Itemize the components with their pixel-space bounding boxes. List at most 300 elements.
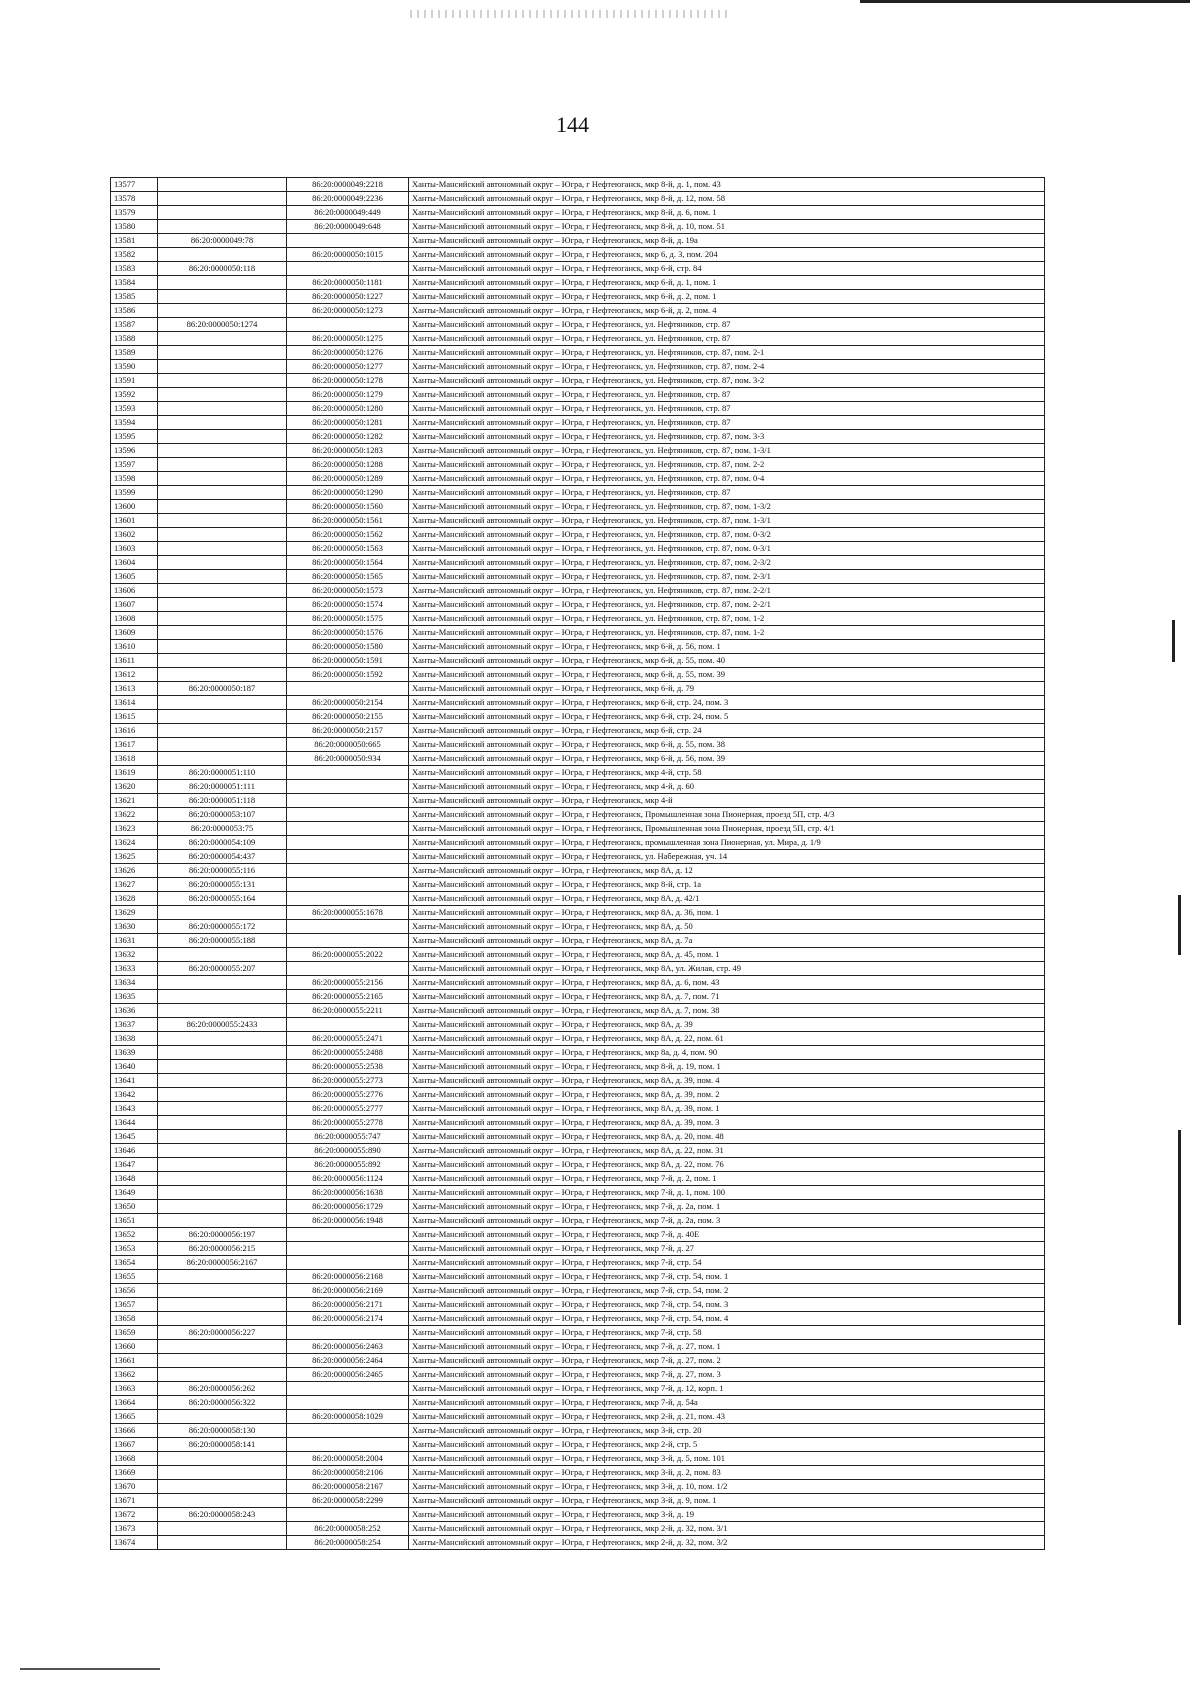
row-number-cell: 13611 — [111, 654, 158, 668]
row-number-cell: 13601 — [111, 514, 158, 528]
land-cadastral-number-cell — [158, 1088, 287, 1102]
table-row — [111, 934, 1045, 948]
address-cell: Ханты-Мансийский автономный округ – Югра, г Нефтеюганск, ул. Нефтяников, стр. 87, пом. 0-4 — [409, 472, 1045, 486]
address-cell: Ханты-Мансийский автономный округ – Югра, г Нефтеюганск, мкр 7-й, стр. 58 — [409, 1326, 1045, 1340]
row-number-cell: 13597 — [111, 458, 158, 472]
table-row — [111, 1172, 1045, 1186]
table-row — [111, 724, 1045, 738]
address-cell: Ханты-Мансийский автономный округ – Югра, г Нефтеюганск, мкр 2-й, д. 32, пом. 3/1 — [409, 1522, 1045, 1536]
table-row — [111, 1242, 1045, 1256]
building-cadastral-number-cell: 86:20:0000056:2169 — [287, 1284, 409, 1298]
row-number-cell: 13624 — [111, 836, 158, 850]
row-number-cell: 13645 — [111, 1130, 158, 1144]
scan-artifact-top-noise — [410, 10, 730, 18]
address-cell: Ханты-Мансийский автономный округ – Югра, г Нефтеюганск, мкр 8А, д. 22, пом. 76 — [409, 1158, 1045, 1172]
land-cadastral-number-cell — [158, 1130, 287, 1144]
address-cell: Ханты-Мансийский автономный округ – Югра, г Нефтеюганск, мкр 2-й, д. 21, пом. 43 — [409, 1410, 1045, 1424]
land-cadastral-number-cell — [158, 1172, 287, 1186]
row-number-cell: 13631 — [111, 934, 158, 948]
building-cadastral-number-cell — [287, 864, 409, 878]
row-number-cell: 13638 — [111, 1032, 158, 1046]
land-cadastral-number-cell — [158, 1186, 287, 1200]
land-cadastral-number-cell: 86:20:0000058:243 — [158, 1508, 287, 1522]
row-number-cell: 13640 — [111, 1060, 158, 1074]
table-row — [111, 990, 1045, 1004]
address-cell: Ханты-Мансийский автономный округ – Югра, г Нефтеюганск, мкр 7-й, стр. 54, пом. 2 — [409, 1284, 1045, 1298]
land-cadastral-number-cell — [158, 192, 287, 206]
land-cadastral-number-cell — [158, 206, 287, 220]
table-row — [111, 1186, 1045, 1200]
address-cell: Ханты-Мансийский автономный округ – Югра, г Нефтеюганск, мкр 7-й, стр. 54, пом. 4 — [409, 1312, 1045, 1326]
row-number-cell: 13610 — [111, 640, 158, 654]
land-cadastral-number-cell — [158, 360, 287, 374]
table-row — [111, 374, 1045, 388]
address-cell: Ханты-Мансийский автономный округ – Югра, г Нефтеюганск, мкр 8-й, д. 6, пом. 1 — [409, 206, 1045, 220]
scan-artifact-bottom-line — [20, 1668, 160, 1670]
land-cadastral-number-cell — [158, 1116, 287, 1130]
row-number-cell: 13652 — [111, 1228, 158, 1242]
row-number-cell: 13669 — [111, 1466, 158, 1480]
address-cell: Ханты-Мансийский автономный округ – Югра, г Нефтеюганск, мкр 8А, д. 7, пом. 38 — [409, 1004, 1045, 1018]
land-cadastral-number-cell — [158, 388, 287, 402]
building-cadastral-number-cell: 86:20:0000050:1281 — [287, 416, 409, 430]
building-cadastral-number-cell — [287, 1396, 409, 1410]
table-row — [111, 1088, 1045, 1102]
table-row — [111, 808, 1045, 822]
land-cadastral-number-cell: 86:20:0000054:437 — [158, 850, 287, 864]
address-cell: Ханты-Мансийский автономный округ – Югра, г Нефтеюганск, ул. Нефтяников, стр. 87, пом. 1-3/2 — [409, 500, 1045, 514]
building-cadastral-number-cell — [287, 780, 409, 794]
land-cadastral-number-cell: 86:20:0000058:130 — [158, 1424, 287, 1438]
table-row — [111, 920, 1045, 934]
address-cell: Ханты-Мансийский автономный округ – Югра, г Нефтеюганск, мкр 8А, д. 50 — [409, 920, 1045, 934]
table-row — [111, 822, 1045, 836]
land-cadastral-number-cell — [158, 1410, 287, 1424]
building-cadastral-number-cell: 86:20:0000049:2218 — [287, 178, 409, 192]
table-row — [111, 906, 1045, 920]
building-cadastral-number-cell: 86:20:0000055:1678 — [287, 906, 409, 920]
land-cadastral-number-cell — [158, 346, 287, 360]
table-row — [111, 1074, 1045, 1088]
row-number-cell: 13651 — [111, 1214, 158, 1228]
land-cadastral-number-cell — [158, 1144, 287, 1158]
building-cadastral-number-cell: 86:20:0000050:1592 — [287, 668, 409, 682]
building-cadastral-number-cell — [287, 1228, 409, 1242]
row-number-cell: 13598 — [111, 472, 158, 486]
land-cadastral-number-cell — [158, 178, 287, 192]
row-number-cell: 13636 — [111, 1004, 158, 1018]
table-row — [111, 290, 1045, 304]
building-cadastral-number-cell — [287, 682, 409, 696]
row-number-cell: 13628 — [111, 892, 158, 906]
land-cadastral-number-cell — [158, 724, 287, 738]
building-cadastral-number-cell: 86:20:0000050:1181 — [287, 276, 409, 290]
land-cadastral-number-cell: 86:20:0000056:322 — [158, 1396, 287, 1410]
land-cadastral-number-cell — [158, 598, 287, 612]
address-cell: Ханты-Мансийский автономный округ – Югра, г Нефтеюганск, мкр 4-й — [409, 794, 1045, 808]
address-cell: Ханты-Мансийский автономный округ – Югра, г Нефтеюганск, мкр 8А, д. 7, пом. 71 — [409, 990, 1045, 1004]
building-cadastral-number-cell: 86:20:0000049:2236 — [287, 192, 409, 206]
row-number-cell: 13595 — [111, 430, 158, 444]
building-cadastral-number-cell: 86:20:0000050:1580 — [287, 640, 409, 654]
row-number-cell: 13589 — [111, 346, 158, 360]
table-row — [111, 1382, 1045, 1396]
address-cell: Ханты-Мансийский автономный округ – Югра, г Нефтеюганск, ул. Нефтяников, стр. 87, пом. 0-3/1 — [409, 542, 1045, 556]
land-cadastral-number-cell — [158, 332, 287, 346]
building-cadastral-number-cell: 86:20:0000050:2154 — [287, 696, 409, 710]
address-cell: Ханты-Мансийский автономный округ – Югра, г Нефтеюганск, мкр 4-й, д. 60 — [409, 780, 1045, 794]
land-cadastral-number-cell — [158, 1270, 287, 1284]
address-cell: Ханты-Мансийский автономный округ – Югра, г Нефтеюганск, мкр 6-й, д. 2, пом. 1 — [409, 290, 1045, 304]
address-cell: Ханты-Мансийский автономный округ – Югра, г Нефтеюганск, мкр 6-й, д. 56, пом. 1 — [409, 640, 1045, 654]
building-cadastral-number-cell — [287, 1242, 409, 1256]
table-row — [111, 584, 1045, 598]
land-cadastral-number-cell: 86:20:0000051:110 — [158, 766, 287, 780]
address-cell: Ханты-Мансийский автономный округ – Югра, г Нефтеюганск, мкр 6-й, стр. 84 — [409, 262, 1045, 276]
building-cadastral-number-cell: 86:20:0000055:890 — [287, 1144, 409, 1158]
table-row — [111, 1396, 1045, 1410]
row-number-cell: 13635 — [111, 990, 158, 1004]
address-cell: Ханты-Мансийский автономный округ – Югра, г Нефтеюганск, ул. Нефтяников, стр. 87 — [409, 486, 1045, 500]
land-cadastral-number-cell — [158, 990, 287, 1004]
address-cell: Ханты-Мансийский автономный округ – Югра, г Нефтеюганск, мкр 8А, д. 39, пом. 3 — [409, 1116, 1045, 1130]
building-cadastral-number-cell: 86:20:0000050:1564 — [287, 556, 409, 570]
land-cadastral-number-cell: 86:20:0000054:109 — [158, 836, 287, 850]
building-cadastral-number-cell: 86:20:0000050:934 — [287, 752, 409, 766]
address-cell: Ханты-Мансийский автономный округ – Югра, г Нефтеюганск, мкр 6-й, стр. 24, пом. 3 — [409, 696, 1045, 710]
address-cell: Ханты-Мансийский автономный округ – Югра, г Нефтеюганск, мкр 8А, д. 22, пом. 61 — [409, 1032, 1045, 1046]
land-cadastral-number-cell — [158, 1214, 287, 1228]
building-cadastral-number-cell: 86:20:0000055:2156 — [287, 976, 409, 990]
building-cadastral-number-cell: 86:20:0000049:648 — [287, 220, 409, 234]
address-cell: Ханты-Мансийский автономный округ – Югра, г Нефтеюганск, ул. Нефтяников, стр. 87 — [409, 388, 1045, 402]
building-cadastral-number-cell — [287, 878, 409, 892]
land-cadastral-number-cell: 86:20:0000050:118 — [158, 262, 287, 276]
land-cadastral-number-cell — [158, 1060, 287, 1074]
building-cadastral-number-cell — [287, 262, 409, 276]
land-cadastral-number-cell — [158, 752, 287, 766]
row-number-cell: 13603 — [111, 542, 158, 556]
address-cell: Ханты-Мансийский автономный округ – Югра, г Нефтеюганск, ул. Нефтяников, стр. 87 — [409, 318, 1045, 332]
land-cadastral-number-cell: 86:20:0000056:2167 — [158, 1256, 287, 1270]
row-number-cell: 13653 — [111, 1242, 158, 1256]
land-cadastral-number-cell — [158, 1536, 287, 1550]
row-number-cell: 13668 — [111, 1452, 158, 1466]
address-cell: Ханты-Мансийский автономный округ – Югра, г Нефтеюганск, мкр 8А, д. 42/1 — [409, 892, 1045, 906]
building-cadastral-number-cell: 86:20:0000050:1278 — [287, 374, 409, 388]
address-cell: Ханты-Мансийский автономный округ – Югра, г Нефтеюганск, ул. Нефтяников, стр. 87, пом. 2-3/2 — [409, 556, 1045, 570]
land-cadastral-number-cell — [158, 1200, 287, 1214]
land-cadastral-number-cell — [158, 276, 287, 290]
land-cadastral-number-cell — [158, 654, 287, 668]
table-row — [111, 1326, 1045, 1340]
table-row — [111, 1452, 1045, 1466]
building-cadastral-number-cell: 86:20:0000050:1575 — [287, 612, 409, 626]
land-cadastral-number-cell — [158, 1494, 287, 1508]
building-cadastral-number-cell: 86:20:0000055:2773 — [287, 1074, 409, 1088]
address-cell: Ханты-Мансийский автономный округ – Югра, г Нефтеюганск, мкр 8А, д. 12 — [409, 864, 1045, 878]
address-cell: Ханты-Мансийский автономный округ – Югра, г Нефтеюганск, мкр 6-й, д. 55, пом. 40 — [409, 654, 1045, 668]
margin-mark — [1172, 620, 1175, 662]
row-number-cell: 13670 — [111, 1480, 158, 1494]
table-row — [111, 444, 1045, 458]
row-number-cell: 13654 — [111, 1256, 158, 1270]
building-cadastral-number-cell — [287, 892, 409, 906]
land-cadastral-number-cell: 86:20:0000051:118 — [158, 794, 287, 808]
building-cadastral-number-cell — [287, 836, 409, 850]
table-row — [111, 1228, 1045, 1242]
row-number-cell: 13607 — [111, 598, 158, 612]
land-cadastral-number-cell: 86:20:0000056:227 — [158, 1326, 287, 1340]
building-cadastral-number-cell: 86:20:0000055:2777 — [287, 1102, 409, 1116]
address-cell: Ханты-Мансийский автономный округ – Югра, г Нефтеюганск, мкр 6-й, д. 1, пом. 1 — [409, 276, 1045, 290]
land-cadastral-number-cell — [158, 472, 287, 486]
address-cell: Ханты-Мансийский автономный округ – Югра, г Нефтеюганск, ул. Нефтяников, стр. 87 — [409, 402, 1045, 416]
row-number-cell: 13629 — [111, 906, 158, 920]
registry-table — [110, 177, 1045, 1550]
row-number-cell: 13660 — [111, 1340, 158, 1354]
margin-mark — [1178, 895, 1181, 955]
address-cell: Ханты-Мансийский автономный округ – Югра, г Нефтеюганск, мкр 3-й, д. 2, пом. 83 — [409, 1466, 1045, 1480]
land-cadastral-number-cell — [158, 248, 287, 262]
address-cell: Ханты-Мансийский автономный округ – Югра, г Нефтеюганск, мкр 3-й, д. 9, пом. 1 — [409, 1494, 1045, 1508]
land-cadastral-number-cell: 86:20:0000055:188 — [158, 934, 287, 948]
address-cell: Ханты-Мансийский автономный округ – Югра, г Нефтеюганск, мкр 8А, д. 39, пом. 4 — [409, 1074, 1045, 1088]
land-cadastral-number-cell — [158, 304, 287, 318]
address-cell: Ханты-Мансийский автономный округ – Югра, г Нефтеюганск, мкр 6-й, стр. 24 — [409, 724, 1045, 738]
table-row — [111, 1424, 1045, 1438]
land-cadastral-number-cell — [158, 500, 287, 514]
building-cadastral-number-cell: 86:20:0000049:449 — [287, 206, 409, 220]
building-cadastral-number-cell — [287, 234, 409, 248]
table-row — [111, 178, 1045, 192]
row-number-cell: 13588 — [111, 332, 158, 346]
address-cell: Ханты-Мансийский автономный округ – Югра, г Нефтеюганск, мкр 7-й, д. 27, пом. 2 — [409, 1354, 1045, 1368]
building-cadastral-number-cell: 86:20:0000050:2155 — [287, 710, 409, 724]
table-row — [111, 416, 1045, 430]
land-cadastral-number-cell: 86:20:0000050:1274 — [158, 318, 287, 332]
address-cell: Ханты-Мансийский автономный округ – Югра, г Нефтеюганск, ул. Нефтяников, стр. 87, пом. 3-2 — [409, 374, 1045, 388]
row-number-cell: 13664 — [111, 1396, 158, 1410]
building-cadastral-number-cell: 86:20:0000058:1029 — [287, 1410, 409, 1424]
table-row — [111, 1214, 1045, 1228]
table-row — [111, 738, 1045, 752]
row-number-cell: 13615 — [111, 710, 158, 724]
address-cell: Ханты-Мансийский автономный округ – Югра, г Нефтеюганск, мкр 8А, д. 7а — [409, 934, 1045, 948]
building-cadastral-number-cell — [287, 318, 409, 332]
row-number-cell: 13599 — [111, 486, 158, 500]
address-cell: Ханты-Мансийский автономный округ – Югра, г Нефтеюганск, мкр 6, д. 3, пом. 204 — [409, 248, 1045, 262]
building-cadastral-number-cell: 86:20:0000055:747 — [287, 1130, 409, 1144]
address-cell: Ханты-Мансийский автономный округ – Югра, г Нефтеюганск, ул. Нефтяников, стр. 87, пом. 2-1 — [409, 346, 1045, 360]
row-number-cell: 13617 — [111, 738, 158, 752]
land-cadastral-number-cell: 86:20:0000055:172 — [158, 920, 287, 934]
land-cadastral-number-cell — [158, 570, 287, 584]
building-cadastral-number-cell: 86:20:0000056:1729 — [287, 1200, 409, 1214]
row-number-cell: 13671 — [111, 1494, 158, 1508]
table-row — [111, 332, 1045, 346]
row-number-cell: 13591 — [111, 374, 158, 388]
row-number-cell: 13582 — [111, 248, 158, 262]
address-cell: Ханты-Мансийский автономный округ – Югра, г Нефтеюганск, мкр 8А, д. 39, пом. 2 — [409, 1088, 1045, 1102]
table-row — [111, 276, 1045, 290]
land-cadastral-number-cell — [158, 486, 287, 500]
table-row — [111, 1200, 1045, 1214]
building-cadastral-number-cell: 86:20:0000050:1015 — [287, 248, 409, 262]
land-cadastral-number-cell — [158, 668, 287, 682]
land-cadastral-number-cell — [158, 430, 287, 444]
building-cadastral-number-cell: 86:20:0000050:1283 — [287, 444, 409, 458]
table-row — [111, 864, 1045, 878]
row-number-cell: 13578 — [111, 192, 158, 206]
table-row — [111, 220, 1045, 234]
address-cell: Ханты-Мансийский автономный округ – Югра, г Нефтеюганск, мкр 7-й, д. 27, пом. 3 — [409, 1368, 1045, 1382]
row-number-cell: 13632 — [111, 948, 158, 962]
building-cadastral-number-cell — [287, 1326, 409, 1340]
row-number-cell: 13627 — [111, 878, 158, 892]
land-cadastral-number-cell — [158, 556, 287, 570]
building-cadastral-number-cell: 86:20:0000050:1279 — [287, 388, 409, 402]
table-row — [111, 1158, 1045, 1172]
building-cadastral-number-cell: 86:20:0000050:1574 — [287, 598, 409, 612]
address-cell: Ханты-Мансийский автономный округ – Югра, г Нефтеюганск, мкр 7-й, д. 40Е — [409, 1228, 1045, 1242]
building-cadastral-number-cell: 86:20:0000050:1282 — [287, 430, 409, 444]
row-number-cell: 13625 — [111, 850, 158, 864]
table-row — [111, 262, 1045, 276]
table-row — [111, 1466, 1045, 1480]
row-number-cell: 13622 — [111, 808, 158, 822]
building-cadastral-number-cell — [287, 962, 409, 976]
row-number-cell: 13667 — [111, 1438, 158, 1452]
table-row — [111, 780, 1045, 794]
address-cell: Ханты-Мансийский автономный округ – Югра, г Нефтеюганск, ул. Нефтяников, стр. 87, пом. 3-3 — [409, 430, 1045, 444]
land-cadastral-number-cell — [158, 514, 287, 528]
table-row — [111, 318, 1045, 332]
address-cell: Ханты-Мансийский автономный округ – Югра, г Нефтеюганск, мкр 6-й, д. 55, пом. 39 — [409, 668, 1045, 682]
row-number-cell: 13666 — [111, 1424, 158, 1438]
land-cadastral-number-cell — [158, 948, 287, 962]
land-cadastral-number-cell: 86:20:0000055:2433 — [158, 1018, 287, 1032]
building-cadastral-number-cell: 86:20:0000055:2471 — [287, 1032, 409, 1046]
address-cell: Ханты-Мансийский автономный округ – Югра, г Нефтеюганск, мкр 8-й, д. 1, пом. 43 — [409, 178, 1045, 192]
row-number-cell: 13584 — [111, 276, 158, 290]
land-cadastral-number-cell — [158, 612, 287, 626]
table-row — [111, 430, 1045, 444]
building-cadastral-number-cell — [287, 822, 409, 836]
row-number-cell: 13590 — [111, 360, 158, 374]
address-cell: Ханты-Мансийский автономный округ – Югра, г Нефтеюганск, ул. Нефтяников, стр. 87, пом. 2-3/1 — [409, 570, 1045, 584]
row-number-cell: 13583 — [111, 262, 158, 276]
row-number-cell: 13581 — [111, 234, 158, 248]
table-row — [111, 1410, 1045, 1424]
row-number-cell: 13577 — [111, 178, 158, 192]
row-number-cell: 13674 — [111, 1536, 158, 1550]
table-row — [111, 388, 1045, 402]
building-cadastral-number-cell: 86:20:0000050:1573 — [287, 584, 409, 598]
building-cadastral-number-cell: 86:20:0000055:2022 — [287, 948, 409, 962]
row-number-cell: 13587 — [111, 318, 158, 332]
row-number-cell: 13644 — [111, 1116, 158, 1130]
building-cadastral-number-cell: 86:20:0000050:1576 — [287, 626, 409, 640]
address-cell: Ханты-Мансийский автономный округ – Югра, г Нефтеюганск, мкр 8А, д. 39, пом. 1 — [409, 1102, 1045, 1116]
land-cadastral-number-cell: 86:20:0000055:207 — [158, 962, 287, 976]
address-cell: Ханты-Мансийский автономный округ – Югра, г Нефтеюганск, мкр 7-й, д. 54а — [409, 1396, 1045, 1410]
building-cadastral-number-cell — [287, 920, 409, 934]
table-row — [111, 1004, 1045, 1018]
row-number-cell: 13633 — [111, 962, 158, 976]
address-cell: Ханты-Мансийский автономный округ – Югра, г Нефтеюганск, ул. Нефтяников, стр. 87 — [409, 332, 1045, 346]
table-row — [111, 696, 1045, 710]
land-cadastral-number-cell: 86:20:0000055:116 — [158, 864, 287, 878]
row-number-cell: 13647 — [111, 1158, 158, 1172]
address-cell: Ханты-Мансийский автономный округ – Югра, г Нефтеюганск, мкр 8-й, д. 12, пом. 58 — [409, 192, 1045, 206]
building-cadastral-number-cell: 86:20:0000058:2299 — [287, 1494, 409, 1508]
land-cadastral-number-cell — [158, 906, 287, 920]
address-cell: Ханты-Мансийский автономный округ – Югра, г Нефтеюганск, мкр 2-й, стр. 5 — [409, 1438, 1045, 1452]
table-row — [111, 976, 1045, 990]
table-row — [111, 458, 1045, 472]
row-number-cell: 13626 — [111, 864, 158, 878]
land-cadastral-number-cell: 86:20:0000053:75 — [158, 822, 287, 836]
building-cadastral-number-cell: 86:20:0000056:2174 — [287, 1312, 409, 1326]
building-cadastral-number-cell: 86:20:0000050:1565 — [287, 570, 409, 584]
land-cadastral-number-cell — [158, 1102, 287, 1116]
address-cell: Ханты-Мансийский автономный округ – Югра, г Нефтеюганск, мкр 7-й, д. 2, пом. 1 — [409, 1172, 1045, 1186]
table-row — [111, 402, 1045, 416]
row-number-cell: 13612 — [111, 668, 158, 682]
building-cadastral-number-cell: 86:20:0000056:2463 — [287, 1340, 409, 1354]
address-cell: Ханты-Мансийский автономный округ – Югра, г Нефтеюганск, мкр 3-й, д. 5, пом. 101 — [409, 1452, 1045, 1466]
address-cell: Ханты-Мансийский автономный округ – Югра, г Нефтеюганск, мкр 8А, ул. Жилая, стр. 49 — [409, 962, 1045, 976]
address-cell: Ханты-Мансийский автономный округ – Югра, г Нефтеюганск, мкр 6-й, стр. 24, пом. 5 — [409, 710, 1045, 724]
row-number-cell: 13602 — [111, 528, 158, 542]
address-cell: Ханты-Мансийский автономный округ – Югра, г Нефтеюганск, ул. Набережная, уч. 14 — [409, 850, 1045, 864]
address-cell: Ханты-Мансийский автономный округ – Югра, г Нефтеюганск, мкр 3-й, д. 19 — [409, 1508, 1045, 1522]
address-cell: Ханты-Мансийский автономный округ – Югра, г Нефтеюганск, мкр 6-й, д. 56, пом. 39 — [409, 752, 1045, 766]
address-cell: Ханты-Мансийский автономный округ – Югра, г Нефтеюганск, мкр 7-й, стр. 54 — [409, 1256, 1045, 1270]
land-cadastral-number-cell — [158, 738, 287, 752]
building-cadastral-number-cell: 86:20:0000050:1227 — [287, 290, 409, 304]
land-cadastral-number-cell — [158, 1522, 287, 1536]
address-cell: Ханты-Мансийский автономный округ – Югра, г Нефтеюганск, ул. Нефтяников, стр. 87 — [409, 416, 1045, 430]
building-cadastral-number-cell: 86:20:0000055:2538 — [287, 1060, 409, 1074]
table-row — [111, 948, 1045, 962]
address-cell: Ханты-Мансийский автономный округ – Югра, г Нефтеюганск, мкр 3-й, д. 10, пом. 1/2 — [409, 1480, 1045, 1494]
building-cadastral-number-cell: 86:20:0000050:1561 — [287, 514, 409, 528]
building-cadastral-number-cell: 86:20:0000050:1563 — [287, 542, 409, 556]
row-number-cell: 13642 — [111, 1088, 158, 1102]
land-cadastral-number-cell — [158, 1452, 287, 1466]
land-cadastral-number-cell — [158, 1340, 287, 1354]
table-row — [111, 878, 1045, 892]
building-cadastral-number-cell — [287, 1018, 409, 1032]
table-row — [111, 1130, 1045, 1144]
table-row — [111, 1144, 1045, 1158]
land-cadastral-number-cell — [158, 710, 287, 724]
building-cadastral-number-cell: 86:20:0000050:1560 — [287, 500, 409, 514]
building-cadastral-number-cell: 86:20:0000050:1273 — [287, 304, 409, 318]
row-number-cell: 13646 — [111, 1144, 158, 1158]
table-row — [111, 206, 1045, 220]
building-cadastral-number-cell: 86:20:0000050:2157 — [287, 724, 409, 738]
land-cadastral-number-cell — [158, 1074, 287, 1088]
building-cadastral-number-cell — [287, 794, 409, 808]
table-row — [111, 1508, 1045, 1522]
land-cadastral-number-cell — [158, 1046, 287, 1060]
building-cadastral-number-cell — [287, 1508, 409, 1522]
row-number-cell: 13594 — [111, 416, 158, 430]
table-row — [111, 1340, 1045, 1354]
